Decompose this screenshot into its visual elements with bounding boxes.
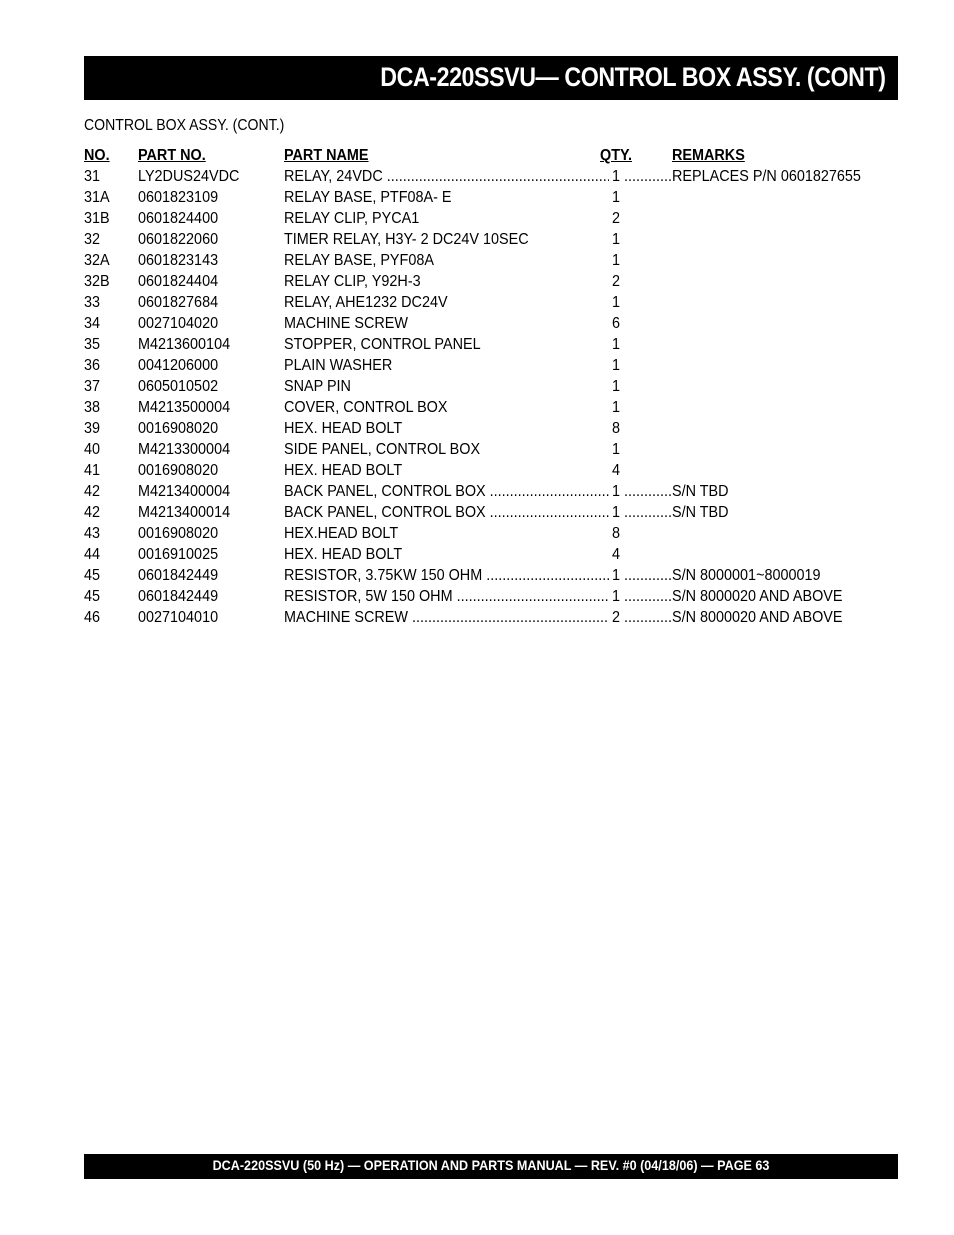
cell-part-name <box>284 565 609 586</box>
column-header-remarks-text: REMARKS <box>672 147 745 164</box>
cell-part-no-text: 0601842449 <box>138 588 219 605</box>
cell-no-text: 33 <box>84 294 101 311</box>
cell-qty <box>612 313 621 334</box>
cell-part-name <box>284 208 609 229</box>
cell-qty-text: 1 <box>612 252 621 269</box>
cell-part-name-text: HEX.HEAD BOLT <box>284 525 399 542</box>
cell-part-no-text: LY2DUS24VDC <box>138 168 240 185</box>
cell-part-no <box>138 523 227 544</box>
cell-qty-text: 6 <box>612 315 621 332</box>
table-row <box>84 460 898 481</box>
cell-no-text: 40 <box>84 441 101 458</box>
column-header-no-text: NO. <box>84 147 110 164</box>
cell-qty <box>612 397 621 418</box>
footer-bar <box>84 1154 898 1179</box>
column-header-no <box>84 145 112 166</box>
cell-part-no-text: 0605010502 <box>138 378 219 395</box>
cell-remarks <box>672 481 735 502</box>
cell-part-name <box>284 271 609 292</box>
table-row <box>84 271 898 292</box>
table-row <box>84 334 898 355</box>
column-header-part-name <box>284 145 609 166</box>
cell-remarks-text: S/N 8000020 AND ABOVE <box>672 609 843 626</box>
column-header-qty <box>600 145 636 166</box>
cell-qty <box>612 292 621 313</box>
cell-qty-text: 1 <box>612 294 621 311</box>
cell-remarks-text: S/N 8000020 AND ABOVE <box>672 588 843 605</box>
table-row <box>84 292 898 313</box>
cell-remarks <box>672 565 837 586</box>
cell-no-text: 44 <box>84 546 101 563</box>
cell-no <box>84 334 102 355</box>
cell-qty-text: 4 <box>612 462 621 479</box>
table-row <box>84 166 898 187</box>
table-row <box>84 544 898 565</box>
table-body <box>84 166 898 628</box>
cell-part-name <box>284 166 609 187</box>
cell-remarks-text: S/N 8000001~8000019 <box>672 567 821 584</box>
cell-no-text: 42 <box>84 483 101 500</box>
column-header-remarks <box>672 145 753 166</box>
cell-no-text: 32B <box>84 273 110 290</box>
cell-part-no <box>138 229 227 250</box>
cell-part-no-text: M4213400004 <box>138 483 231 500</box>
column-header-part-no-text: PART NO. <box>138 147 206 164</box>
cell-qty-text: 2 ..... <box>612 607 672 628</box>
cell-part-no <box>138 439 240 460</box>
table-row <box>84 313 898 334</box>
cell-part-name-text: TIMER RELAY, H3Y- 2 DC24V 10SEC <box>284 231 529 248</box>
cell-qty <box>612 439 621 460</box>
cell-remarks-text: S/N TBD <box>672 483 729 500</box>
cell-qty <box>612 565 672 586</box>
page-title: DCA-220SSVU— CONTROL BOX ASSY. (CONT) <box>380 62 886 92</box>
cell-remarks <box>672 586 861 607</box>
table-row <box>84 586 898 607</box>
cell-no-text: 31B <box>84 210 110 227</box>
cell-part-name-text: BACK PANEL, CONTROL BOX ..... <box>284 481 609 502</box>
cell-part-no <box>138 607 227 628</box>
cell-part-no <box>138 586 227 607</box>
table-row <box>84 397 898 418</box>
cell-part-name <box>284 502 609 523</box>
table-row <box>84 439 898 460</box>
cell-part-name <box>284 334 609 355</box>
cell-qty <box>612 187 621 208</box>
cell-part-no <box>138 418 227 439</box>
cell-no-text: 39 <box>84 420 101 437</box>
cell-part-no <box>138 271 227 292</box>
cell-no <box>84 229 102 250</box>
cell-part-name-text: SIDE PANEL, CONTROL BOX <box>284 441 481 458</box>
cell-part-name-text: COVER, CONTROL BOX <box>284 399 448 416</box>
cell-qty-text: 1 <box>612 336 621 353</box>
cell-part-no <box>138 334 240 355</box>
section-label: CONTROL BOX ASSY. (CONT.) <box>84 117 285 134</box>
cell-part-no-text: 0601824404 <box>138 273 219 290</box>
cell-qty-text: 1 <box>612 378 621 395</box>
cell-part-name <box>284 481 609 502</box>
cell-part-no-text: 0601827684 <box>138 294 219 311</box>
cell-no-text: 45 <box>84 567 101 584</box>
cell-qty-text: 1 <box>612 441 621 458</box>
cell-part-no-text: M4213400014 <box>138 504 231 521</box>
cell-part-name <box>284 313 609 334</box>
cell-no <box>84 292 102 313</box>
cell-part-name-text: BACK PANEL, CONTROL BOX ..... <box>284 502 609 523</box>
cell-qty <box>612 544 621 565</box>
cell-no <box>84 607 102 628</box>
cell-no <box>84 460 102 481</box>
cell-no <box>84 271 112 292</box>
cell-no <box>84 502 102 523</box>
cell-part-no-text: 0027104010 <box>138 609 219 626</box>
cell-qty <box>612 376 621 397</box>
table-row <box>84 187 898 208</box>
cell-part-name <box>284 376 609 397</box>
table-row <box>84 565 898 586</box>
cell-part-no-text: 0601842449 <box>138 567 219 584</box>
cell-qty <box>612 586 672 607</box>
cell-no <box>84 313 102 334</box>
table-row <box>84 607 898 628</box>
table-row <box>84 355 898 376</box>
cell-part-no <box>138 292 227 313</box>
cell-qty <box>612 208 621 229</box>
cell-qty-text: 1 ..... <box>612 502 672 523</box>
table-row <box>84 250 898 271</box>
cell-part-name-text: RELAY BASE, PYF08A <box>284 252 434 269</box>
cell-qty-text: 1 ..... <box>612 481 672 502</box>
cell-qty-text: 1 <box>612 189 621 206</box>
cell-part-no <box>138 481 240 502</box>
cell-part-no <box>138 187 227 208</box>
cell-part-no-text: 0016908020 <box>138 525 219 542</box>
cell-qty <box>612 271 621 292</box>
cell-qty <box>612 502 672 523</box>
cell-part-name <box>284 439 609 460</box>
cell-no <box>84 355 102 376</box>
cell-part-name <box>284 187 609 208</box>
cell-part-name-text: RELAY BASE, PTF08A- E <box>284 189 452 206</box>
cell-part-no <box>138 397 240 418</box>
cell-part-name-text: RESISTOR, 3.75KW 150 OHM ..... <box>284 565 609 586</box>
table-row <box>84 208 898 229</box>
cell-part-no-text: 0016908020 <box>138 462 219 479</box>
cell-no-text: 41 <box>84 462 101 479</box>
cell-no-text: 31A <box>84 189 110 206</box>
cell-part-name-text: PLAIN WASHER <box>284 357 393 374</box>
cell-part-no-text: 0601822060 <box>138 231 219 248</box>
cell-part-name-text: RELAY CLIP, PYCA1 <box>284 210 420 227</box>
cell-no-text: 34 <box>84 315 101 332</box>
cell-qty <box>612 334 621 355</box>
column-header-qty-text: QTY. <box>600 147 633 164</box>
cell-no <box>84 208 112 229</box>
cell-part-name-text: RELAY, 24VDC ..... <box>284 166 609 187</box>
table-row <box>84 523 898 544</box>
cell-part-name-text: STOPPER, CONTROL PANEL <box>284 336 481 353</box>
table-header-row <box>84 145 898 166</box>
cell-qty <box>612 523 621 544</box>
cell-part-name-text: MACHINE SCREW <box>284 315 409 332</box>
cell-part-name-text: RESISTOR, 5W 150 OHM ..... <box>284 586 609 607</box>
cell-qty <box>612 250 621 271</box>
cell-no <box>84 565 102 586</box>
cell-part-name-text: MACHINE SCREW ..... <box>284 607 609 628</box>
parts-table <box>84 145 898 628</box>
cell-part-no-text: M4213300004 <box>138 441 231 458</box>
cell-part-name <box>284 544 609 565</box>
column-header-part-name-text: PART NAME <box>284 147 369 164</box>
cell-no-text: 31 <box>84 168 101 185</box>
cell-part-name-text: RELAY, AHE1232 DC24V <box>284 294 448 311</box>
cell-part-name <box>284 250 609 271</box>
cell-no-text: 32A <box>84 252 110 269</box>
cell-qty-text: 2 <box>612 210 621 227</box>
page-title-bar <box>84 56 898 100</box>
cell-part-name <box>284 397 609 418</box>
cell-qty-text: 1 ..... <box>612 565 672 586</box>
cell-no <box>84 439 102 460</box>
cell-part-no <box>138 460 227 481</box>
cell-no-text: 32 <box>84 231 101 248</box>
cell-qty <box>612 166 672 187</box>
cell-qty-text: 1 <box>612 357 621 374</box>
cell-part-no <box>138 208 227 229</box>
footer-text: DCA-220SSVU (50 Hz) — OPERATION AND PARTS MANUAL — REV. #0 (04/18/06) — PAGE 63 <box>212 1157 770 1173</box>
table-row <box>84 481 898 502</box>
cell-no-text: 35 <box>84 336 101 353</box>
cell-part-name-text: RELAY CLIP, Y92H-3 <box>284 273 421 290</box>
cell-part-no-text: 0601823109 <box>138 189 219 206</box>
cell-no <box>84 376 102 397</box>
cell-qty-text: 1 <box>612 399 621 416</box>
cell-remarks <box>672 502 735 523</box>
cell-part-no-text: 0041206000 <box>138 357 219 374</box>
cell-qty <box>612 481 672 502</box>
table-row <box>84 502 898 523</box>
cell-part-no <box>138 565 227 586</box>
cell-no <box>84 166 102 187</box>
cell-no-text: 38 <box>84 399 101 416</box>
table-row <box>84 418 898 439</box>
cell-part-no-text: 0016908020 <box>138 420 219 437</box>
cell-part-name <box>284 355 609 376</box>
cell-part-no <box>138 250 227 271</box>
cell-qty-text: 8 <box>612 420 621 437</box>
cell-part-no <box>138 313 227 334</box>
cell-part-name <box>284 523 609 544</box>
cell-remarks-text: S/N TBD <box>672 504 729 521</box>
cell-no-text: 36 <box>84 357 101 374</box>
cell-no <box>84 586 102 607</box>
table-row <box>84 229 898 250</box>
cell-part-name <box>284 292 609 313</box>
cell-part-no-text: 0027104020 <box>138 315 219 332</box>
cell-no-text: 37 <box>84 378 101 395</box>
cell-no-text: 45 <box>84 588 101 605</box>
cell-part-no <box>138 544 227 565</box>
cell-part-no <box>138 166 251 187</box>
cell-part-no <box>138 502 240 523</box>
cell-part-name <box>284 229 609 250</box>
cell-qty-text: 4 <box>612 546 621 563</box>
cell-no-text: 43 <box>84 525 101 542</box>
cell-part-name <box>284 607 609 628</box>
cell-part-no-text: M4213600104 <box>138 336 231 353</box>
cell-qty-text: 2 <box>612 273 621 290</box>
cell-part-no-text: 0601824400 <box>138 210 219 227</box>
cell-qty-text: 1 ..... <box>612 166 672 187</box>
cell-qty <box>612 355 621 376</box>
cell-part-no-text: 0016910025 <box>138 546 219 563</box>
cell-qty <box>612 418 621 439</box>
cell-qty-text: 1 ..... <box>612 586 672 607</box>
cell-remarks-text: REPLACES P/N 0601827655 <box>672 168 861 185</box>
cell-part-name-text: SNAP PIN <box>284 378 351 395</box>
cell-qty <box>612 229 621 250</box>
cell-part-name-text: HEX. HEAD BOLT <box>284 462 403 479</box>
cell-part-no-text: M4213500004 <box>138 399 231 416</box>
cell-no-text: 46 <box>84 609 101 626</box>
column-header-part-no <box>138 145 213 166</box>
cell-no <box>84 418 102 439</box>
cell-no-text: 42 <box>84 504 101 521</box>
cell-no <box>84 250 112 271</box>
cell-part-no <box>138 376 227 397</box>
cell-part-name <box>284 586 609 607</box>
cell-no <box>84 544 102 565</box>
cell-part-name-text: HEX. HEAD BOLT <box>284 546 403 563</box>
cell-no <box>84 481 102 502</box>
cell-no <box>84 187 112 208</box>
table-row <box>84 376 898 397</box>
cell-part-no <box>138 355 227 376</box>
cell-part-name <box>284 460 609 481</box>
cell-no <box>84 397 102 418</box>
cell-part-name-text: HEX. HEAD BOLT <box>284 420 403 437</box>
cell-qty-text: 8 <box>612 525 621 542</box>
cell-remarks <box>672 166 882 187</box>
cell-qty <box>612 460 621 481</box>
cell-qty-text: 1 <box>612 231 621 248</box>
cell-part-no-text: 0601823143 <box>138 252 219 269</box>
cell-remarks <box>672 607 861 628</box>
cell-qty <box>612 607 672 628</box>
cell-no <box>84 523 102 544</box>
cell-part-name <box>284 418 609 439</box>
